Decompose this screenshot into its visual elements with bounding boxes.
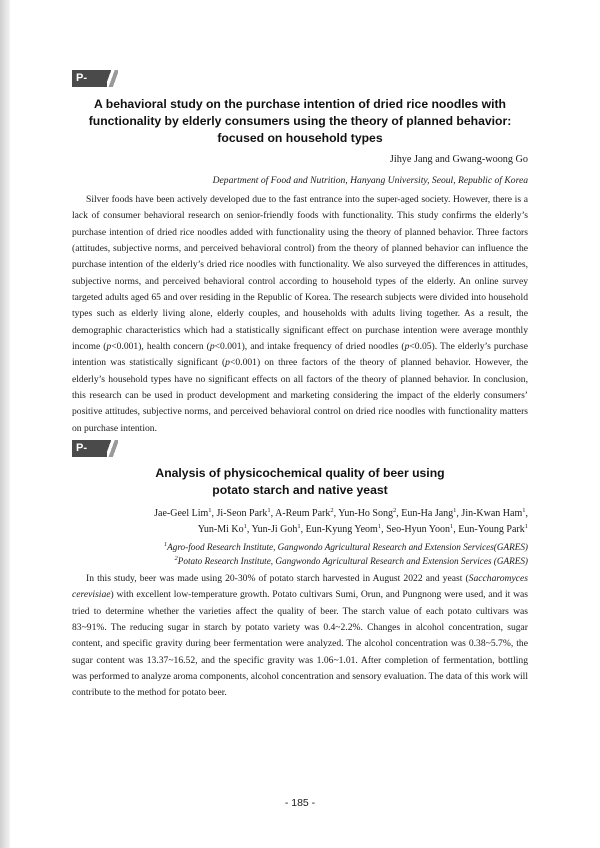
author-sup: 1 <box>243 523 247 530</box>
author-sup: 1 <box>522 507 526 514</box>
tag-label: P-105 <box>72 70 107 87</box>
author-name: Yun-Mi Ko <box>197 524 244 535</box>
paper2-abstract: In this study, beer was made using 20-30% of potato starch harvested in August 2022 and yeast (Saccharomyces cerevisiae) with excellent low-temperature growth. Potato cultivars Sumi, Orun, and Pungnong were used, and it was tried to determine whether the varieties affect the quality of beer. The starch value of each potato cultivars was 83~91%. The reducing sugar in starch by potato variety was 0.4~2.2%. Changes in alcohol concentration, sugar content, and specific gravity during beer fermentation were analyzed. The alcohol concentration was 0.38~5.7%, the sugar content was 13.37~16.52, and the specific gravity was 1.06~1.01. After completion of fermentation, bottling was performed to analyze aroma components, alcohol concentration and sensory evaluation. The data of this work will contribute to the method for potato beer. <box>72 573 528 699</box>
tag-label: P-106 <box>72 440 107 457</box>
author-sup: 1 <box>453 507 457 514</box>
paper2-affiliation-1 <box>164 541 528 554</box>
affiliation-text: Potato Research Institute, Gangwondo Agricultural Research and Extension Services (GARES) <box>177 556 528 566</box>
title-line: Analysis of physicochemical quality of beer using <box>155 466 445 480</box>
abstract-tag-p105 <box>72 70 118 101</box>
author-sup: 1 <box>267 507 271 514</box>
author-name: A-Reum Park <box>275 508 331 519</box>
affiliation-sup: 2 <box>174 555 178 562</box>
author-name: Eun-Young Park <box>458 524 525 535</box>
title-line: A behavioral study on the purchase intention of dried rice noodles with <box>94 97 506 111</box>
author-sup: 2 <box>392 507 397 514</box>
paper1-affiliation: Department of Food and Nutrition, Hanyang University, Seoul, Republic of Korea <box>212 175 528 186</box>
author-sup: 1 <box>297 523 301 530</box>
paper2-title <box>80 465 520 499</box>
author-name: Yun-Ji Goh <box>251 524 298 535</box>
author-name: Ji-Seon Park <box>216 508 268 519</box>
author-sup: 1 <box>208 507 212 514</box>
tag-decoration <box>107 70 118 87</box>
title-line: focused on household types <box>217 131 383 145</box>
affiliation-sup: 1 <box>163 541 168 548</box>
author-name: Seo-Hyun Yoon <box>386 524 450 535</box>
author-name: Yun-Ho Song <box>338 508 393 519</box>
tag-decoration <box>107 440 118 457</box>
paper1-title <box>80 96 520 147</box>
paper2-affiliation-2 <box>175 555 529 568</box>
paper1-authors: Jihye Jang and Gwang-woong Go <box>389 154 528 165</box>
author-sup: 2 <box>330 507 334 514</box>
author-sup: 1 <box>450 523 454 530</box>
author-name: Jin-Kwan Ham <box>461 508 523 519</box>
author-name: Eun-Ha Jang <box>401 508 454 519</box>
page-number: - 185 - <box>284 797 316 809</box>
affiliation-text: Agro-food Research Institute, Gangwondo Agricultural Research and Extension Services(GARES) <box>167 542 528 552</box>
author-name: Eun-Kyung Yeom <box>305 524 378 535</box>
title-line: functionality by elderly consumers using the theory of planned behavior: <box>88 114 512 128</box>
author-sup: 1 <box>524 523 528 530</box>
author-sup: 1 <box>377 523 382 530</box>
title-line: potato starch and native yeast <box>212 483 388 497</box>
abstract-tag-p106 <box>72 440 118 471</box>
authors-line-1: Jae-Geel Lim$^1$, Ji-Seon Park$^1$, A-Reum Park$^2$, Yun-Ho Song$^2$, Eun-Ha Jang$^1$, Jin-Kwan Ham$^1$, <box>154 507 528 519</box>
author-name: Jae-Geel Lim <box>154 508 209 519</box>
paper2-authors <box>108 506 528 538</box>
paper1-abstract: Silver foods have been actively developed due to the fast entrance into the super-aged society. However, there is a lack of consumer behavioral research on senior-friendly foods with functionality. This study confirms the elderly’s purchase intention of dried rice noodles added with functionality using the theory of planned behavior. Three factors (attitudes, subjective norms, and perceived behavioral control) from the theory of planned behavior can influence the purchase intention of the elderly’s dried rice noodles with functionality. We also surveyed the differences in attitudes, subjective norms, and perceived behavioral control according to household types of the elderly. An online survey targeted adults aged 65 and over residing in the Republic of Korea. The research subjects were divided into household types such as elderly living alone, elderly couples, and households with adults living together. As a result, the demographic characteristics which had a statistically significant effect on purchase intention were average monthly income (p<0.001), health concern (p<0.001), and intake frequency of dried noodles (p<0.05). The elderly’s purchase intention was statistically significant (p<0.001) on three factors of the theory of planned behavior. However, the elderly’s household types have no significant effects on all factors of the theory of planned behavior. In conclusion, this research can be used in product development and marketing considering the impact of the elderly consumers’ positive attitudes, subjective norms, and perceived behavioral control on dried rice noodles with functionality matters on purchase intention. <box>72 194 529 434</box>
authors-line-2: Yun-Mi Ko$^1$, Yun-Ji Goh$^1$, Eun-Kyung Yeom$^1$, Seo-Hyun Yoon$^1$, Eun-Young Park$^1$ <box>197 523 528 535</box>
